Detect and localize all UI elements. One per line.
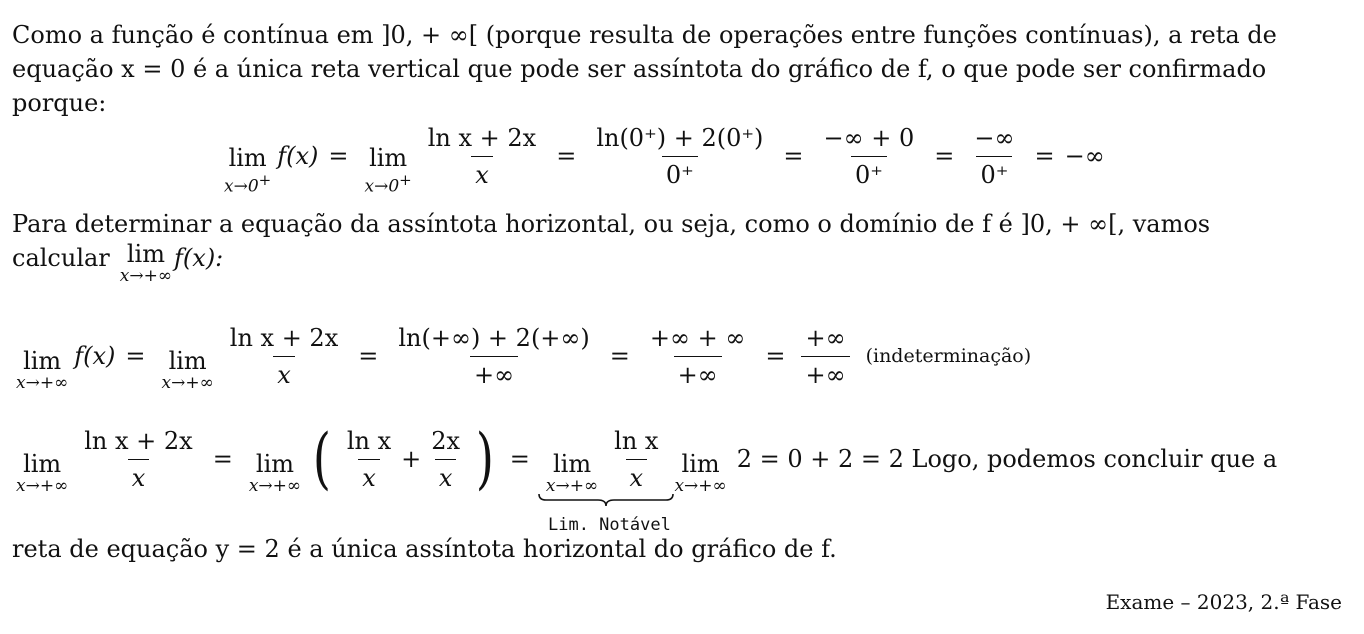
fraction: $\frac{\text{ln x}}{x}$ bbox=[346, 426, 392, 492]
limit-operator: lim x→0+ bbox=[364, 143, 412, 197]
horizontal-asymptote-paragraph bbox=[12, 207, 1342, 285]
conclusion-paragraph: reta de equação y = 2 é a única assíntota horizontal do gráfico de f. bbox=[12, 535, 837, 563]
right-paren: ) bbox=[475, 420, 494, 497]
intro-paragraph bbox=[12, 18, 1342, 120]
fraction: $\frac{2x}{x}$ bbox=[431, 426, 461, 492]
fraction: $\frac{\ln(+\infty) + 2(+\infty)}{+\infty}$ bbox=[398, 323, 590, 389]
function-fx: f(x) bbox=[74, 342, 116, 370]
fraction: $\frac{+\infty + \infty}{+\infty}$ bbox=[649, 323, 746, 389]
indeterminate-note: (indeterminação) bbox=[865, 345, 1032, 367]
paragraph2-line-1: Para determinar a equação da assíntota horizontal, ou seja, como o domínio de f é ]0, + ∞[, vamos bbox=[12, 210, 1211, 238]
limit-operator: lim x→+∞ bbox=[545, 450, 599, 496]
fraction: $\frac{\text{ln x}}{x}$ bbox=[614, 426, 659, 492]
fraction: $\frac{\ln(0^+) + 2(0^+)}{0^+}$ bbox=[596, 123, 764, 189]
fraction: $\frac{\text{ln x + 2x}}{x}$ bbox=[84, 426, 193, 492]
limit-result: −∞ bbox=[1064, 142, 1105, 170]
intro-line-2: equação x = 0 é a única reta vertical que pode ser assíntota do gráfico de f, o que pode ser confirmado bbox=[12, 55, 1267, 83]
conclusion-text: 2 = 0 + 2 = 2 Logo, podemos concluir que a bbox=[736, 445, 1278, 473]
equals-sign: = bbox=[328, 142, 349, 170]
fraction: $\frac{\text{ln x + 2x}}{x}$ bbox=[427, 123, 537, 189]
limit-operator: lim x→+∞ bbox=[674, 450, 727, 496]
limit-operator: lim x→+∞ bbox=[16, 347, 69, 393]
limit-operator: lim x→+∞ bbox=[16, 450, 69, 496]
fraction: $\frac{-\infty + 0}{0^+}$ bbox=[823, 123, 915, 189]
intro-line-1: Como a função é contínua em ]0, + ∞[ (porque resulta de operações entre funções contínuas), a reta de bbox=[12, 21, 1277, 49]
fraction: $\frac{+\infty}{+\infty}$ bbox=[801, 322, 849, 391]
source-citation: Exame – 2023, 2.ª Fase bbox=[1105, 590, 1342, 614]
notable-limit-label: Lim. Notável bbox=[548, 515, 671, 535]
fraction: $\frac{-\infty}{0^+}$ bbox=[974, 123, 1015, 189]
limit-operator: lim x→+∞ bbox=[248, 450, 302, 496]
underbrace-icon bbox=[538, 493, 674, 507]
limit-operator: lim x→+∞ bbox=[119, 240, 173, 286]
function-fx: f(x) bbox=[277, 142, 319, 170]
limit-operator: lim x→+∞ bbox=[161, 347, 214, 393]
limit-decomposition: lim x→+∞ $\frac{\text{ln x + 2x}}{x}$ = lim x→+∞ ( $\frac{\text{ln x}}{x}$ + $\frac{2x}{x}$ ) = lim x→+∞ $\frac{\text{ln x}}{x}$ lim x→+∞ 2 = 0 + 2 = 2 Logo, podemos concluir que a bbox=[10, 420, 1277, 498]
limit-equation-infinity: lim x→+∞ f(x) = lim x→+∞ $\frac{\text{ln x + 2x}}{x}$ = $\frac{\ln(+\infty) + 2(+\infty)}{+\infty}$ = $\frac{+\infty + \infty}{+\infty}$ = $\frac{+\infty}{+\infty}$ (indeterminação) bbox=[16, 323, 1032, 393]
left-paren: ( bbox=[312, 420, 331, 497]
limit-operator: lim x→0+ bbox=[224, 143, 272, 197]
limit-equation-zero: lim x→0+ f(x) = lim x→0+ $\frac{\text{ln x + 2x}}{x}$ = $\frac{\ln(0^+) + 2(0^+)}{0^+}$ = $\frac{-\infty + 0}{0^+}$ = $\frac{-\infty}{0^+}$ = −∞ bbox=[224, 123, 1105, 197]
paragraph2-line-2: calcular lim x→+∞ f(x): bbox=[12, 240, 224, 286]
notable-limit-group bbox=[540, 425, 669, 494]
intro-line-3: porque: bbox=[12, 89, 107, 117]
fraction: $\frac{\text{ln x + 2x}}{x}$ bbox=[229, 323, 339, 389]
